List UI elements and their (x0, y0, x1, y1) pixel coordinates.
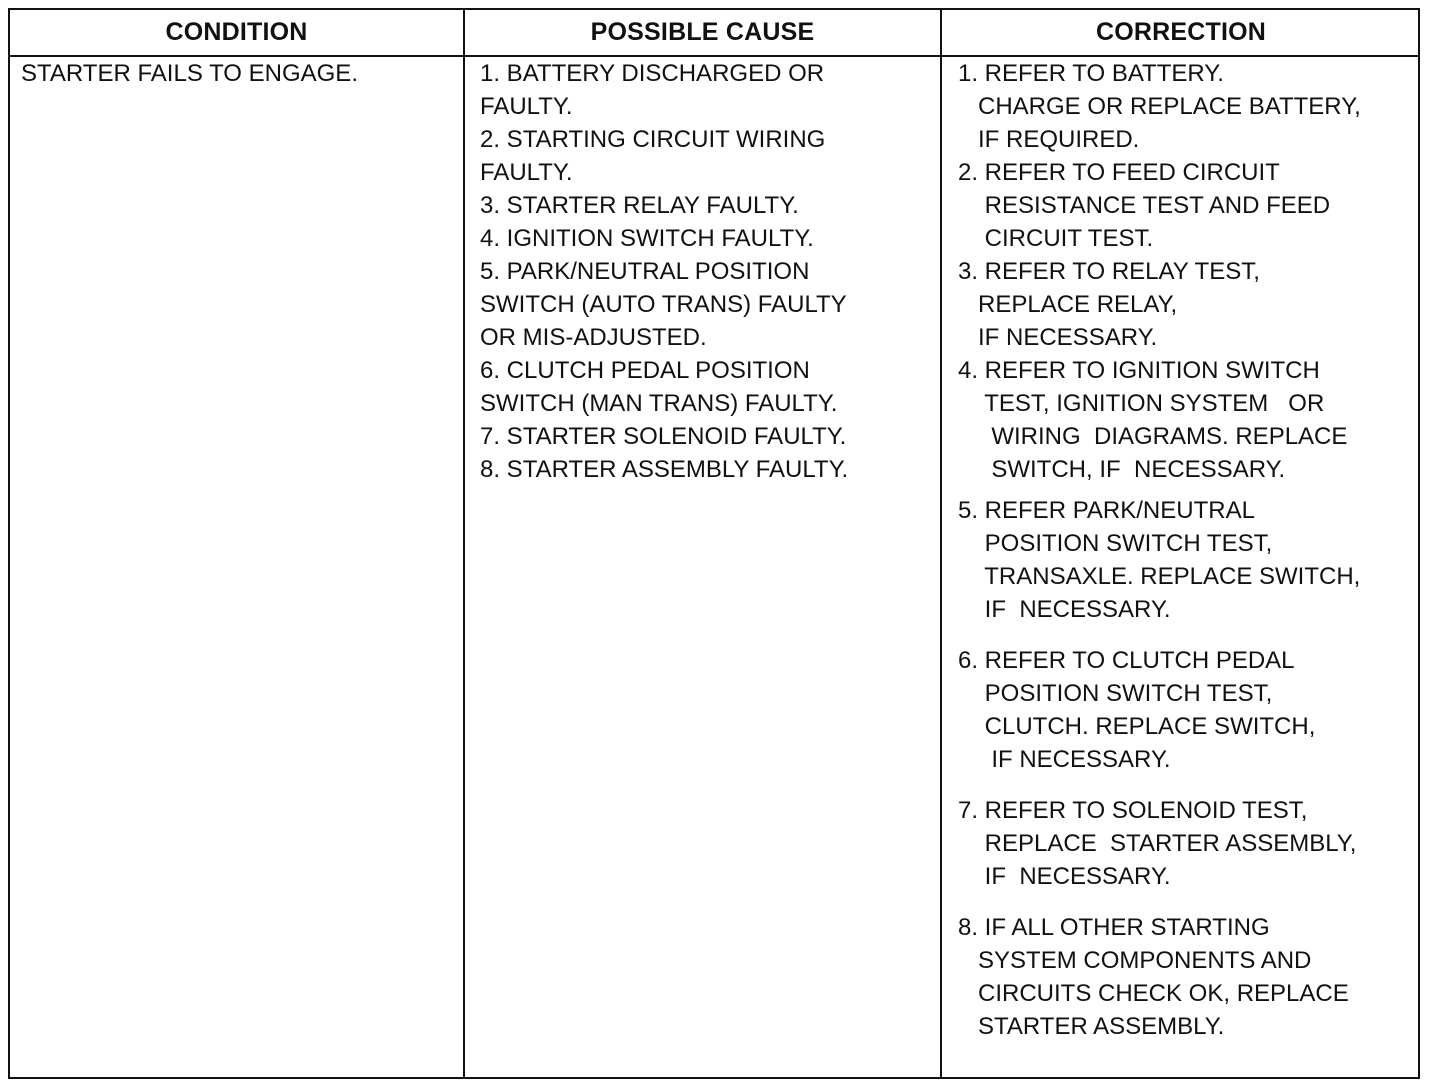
correction-line: CLUTCH. REPLACE SWITCH, (958, 713, 1316, 740)
correction-line: CIRCUIT TEST. (958, 225, 1154, 252)
correction-line: 3. REFER TO RELAY TEST, (958, 258, 1260, 285)
header-condition: CONDITION (165, 18, 308, 46)
correction-line: CHARGE OR REPLACE BATTERY, (958, 93, 1361, 120)
correction-line: TRANSAXLE. REPLACE SWITCH, (958, 563, 1361, 590)
correction-item (958, 794, 1361, 893)
possible-cause-line: 4. IGNITION SWITCH FAULTY. (480, 225, 814, 252)
possible-cause-line: 1. BATTERY DISCHARGED OR (480, 60, 825, 87)
possible-cause-line: 6. CLUTCH PEDAL POSITION (480, 357, 810, 384)
correction-line: RESISTANCE TEST AND FEED (958, 192, 1331, 219)
possible-cause-line: OR MIS-ADJUSTED. (480, 324, 707, 351)
correction-item (958, 156, 1361, 255)
correction-line: SYSTEM COMPONENTS AND (958, 947, 1312, 974)
possible-cause-list (480, 57, 848, 486)
correction-line: REPLACE STARTER ASSEMBLY, (958, 830, 1357, 857)
header-possible-cause: POSSIBLE CAUSE (590, 18, 815, 46)
correction-line: TEST, IGNITION SYSTEM OR (958, 390, 1325, 417)
correction-line: POSITION SWITCH TEST, (958, 680, 1273, 707)
correction-line: 4. REFER TO IGNITION SWITCH (958, 357, 1320, 384)
correction-line: SWITCH, IF NECESSARY. (958, 456, 1286, 483)
correction-line: IF NECESSARY. (958, 596, 1171, 623)
correction-line: 1. REFER TO BATTERY. (958, 60, 1224, 87)
correction-line: 8. IF ALL OTHER STARTING (958, 914, 1270, 941)
correction-item (958, 911, 1361, 1043)
correction-line: WIRING DIAGRAMS. REPLACE (958, 423, 1348, 450)
possible-cause-line: SWITCH (MAN TRANS) FAULTY. (480, 390, 838, 417)
possible-cause-line: 3. STARTER RELAY FAULTY. (480, 192, 799, 219)
correction-line: 6. REFER TO CLUTCH PEDAL (958, 647, 1295, 674)
correction-list (958, 57, 1361, 1043)
correction-line: REPLACE RELAY, (958, 291, 1178, 318)
correction-line: POSITION SWITCH TEST, (958, 530, 1273, 557)
correction-item (958, 57, 1361, 156)
possible-cause-line: FAULTY. (480, 159, 573, 186)
correction-item (958, 354, 1361, 486)
possible-cause-line: 2. STARTING CIRCUIT WIRING (480, 126, 826, 153)
correction-line: CIRCUITS CHECK OK, REPLACE (958, 980, 1349, 1007)
possible-cause-line: 8. STARTER ASSEMBLY FAULTY. (480, 456, 849, 483)
column-divider-1 (463, 10, 465, 1077)
correction-line: IF NECESSARY. (958, 863, 1171, 890)
correction-line: IF NECESSARY. (958, 324, 1158, 351)
column-divider-2 (940, 10, 942, 1077)
possible-cause-line: SWITCH (AUTO TRANS) FAULTY (480, 291, 847, 318)
troubleshooting-table (8, 8, 1420, 1079)
header-correction: CORRECTION (1095, 18, 1267, 46)
correction-line: 2. REFER TO FEED CIRCUIT (958, 159, 1280, 186)
correction-line: 5. REFER PARK/NEUTRAL (958, 497, 1255, 524)
possible-cause-line: 5. PARK/NEUTRAL POSITION (480, 258, 810, 285)
correction-line: 7. REFER TO SOLENOID TEST, (958, 797, 1308, 824)
correction-item (958, 644, 1361, 776)
correction-item (958, 494, 1361, 626)
correction-line: STARTER ASSEMBLY. (958, 1013, 1225, 1040)
possible-cause-line: FAULTY. (480, 93, 573, 120)
correction-line: IF NECESSARY. (958, 746, 1171, 773)
correction-line: IF REQUIRED. (958, 126, 1140, 153)
possible-cause-line: 7. STARTER SOLENOID FAULTY. (480, 423, 847, 450)
condition-text: STARTER FAILS TO ENGAGE. (21, 60, 358, 87)
correction-item (958, 255, 1361, 354)
